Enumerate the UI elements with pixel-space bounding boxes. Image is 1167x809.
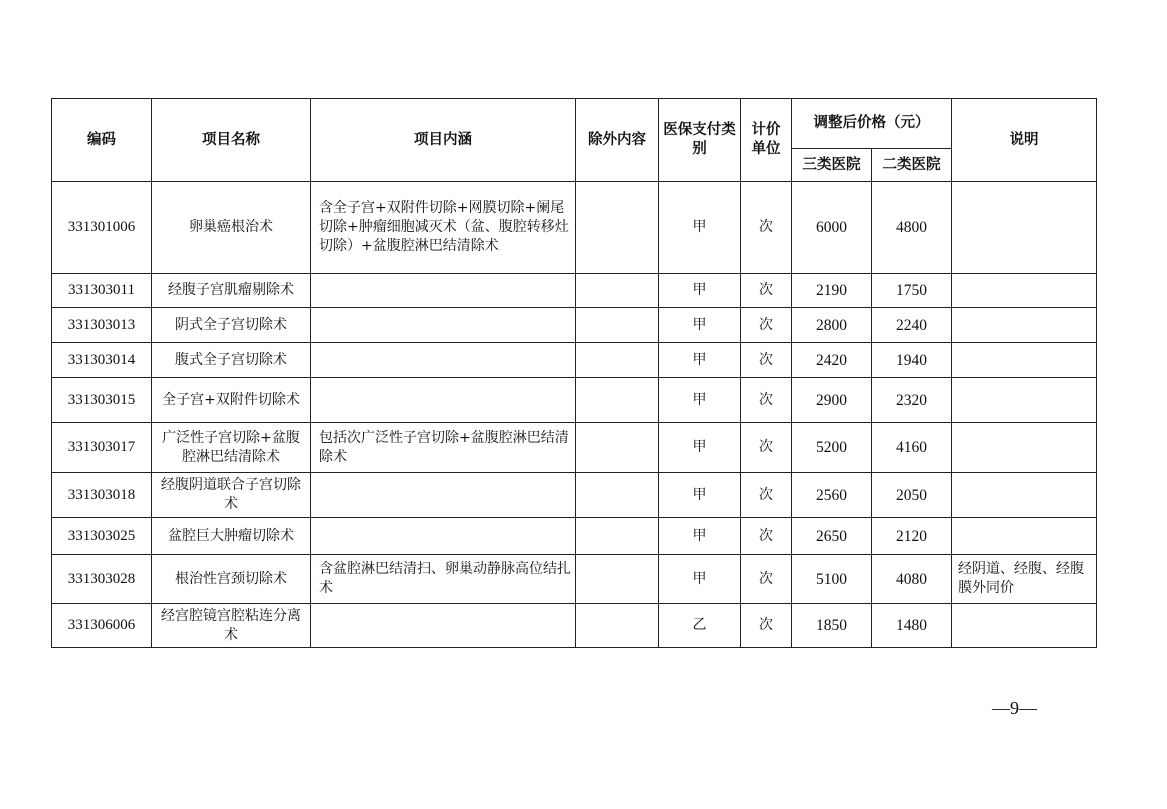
header-name: 项目名称	[152, 99, 311, 182]
table-row	[52, 518, 1097, 555]
cell-insurance: 甲	[659, 518, 741, 555]
header-unit: 计价单位	[741, 99, 792, 182]
cell-excluded	[576, 378, 659, 423]
cell-insurance: 甲	[659, 182, 741, 274]
cell-price2: 1480	[872, 604, 952, 648]
cell-insurance: 甲	[659, 274, 741, 308]
table-row	[52, 343, 1097, 378]
table-row	[52, 473, 1097, 518]
page-number: —9—	[992, 698, 1037, 718]
table-row	[52, 423, 1097, 473]
cell-note	[952, 518, 1097, 555]
cell-price2: 2240	[872, 308, 952, 343]
cell-price3: 6000	[792, 182, 872, 274]
cell-excluded	[576, 308, 659, 343]
cell-name: 盆腔巨大肿瘤切除术	[152, 518, 311, 555]
cell-name: 卵巢癌根治术	[152, 182, 311, 274]
cell-price2: 2050	[872, 473, 952, 518]
cell-unit: 次	[741, 274, 792, 308]
table-row	[52, 308, 1097, 343]
header-row	[52, 99, 1097, 149]
header-price-group: 调整后价格（元）	[792, 99, 952, 149]
cell-price3: 5200	[792, 423, 872, 473]
cell-unit: 次	[741, 473, 792, 518]
cell-price2: 4800	[872, 182, 952, 274]
cell-price2: 1750	[872, 274, 952, 308]
cell-note	[952, 423, 1097, 473]
cell-insurance: 甲	[659, 378, 741, 423]
cell-excluded	[576, 274, 659, 308]
table-row	[52, 555, 1097, 604]
cell-price2: 4160	[872, 423, 952, 473]
header-insurance: 医保支付类别	[659, 99, 741, 182]
cell-insurance: 甲	[659, 555, 741, 604]
cell-content	[311, 473, 576, 518]
cell-price2: 1940	[872, 343, 952, 378]
table-row	[52, 274, 1097, 308]
cell-price3: 2650	[792, 518, 872, 555]
cell-note	[952, 308, 1097, 343]
cell-insurance: 甲	[659, 308, 741, 343]
cell-code: 331306006	[52, 604, 152, 648]
cell-content	[311, 308, 576, 343]
cell-excluded	[576, 518, 659, 555]
cell-content	[311, 343, 576, 378]
cell-note: 经阴道、经腹、经腹膜外同价	[952, 555, 1097, 604]
cell-excluded	[576, 473, 659, 518]
cell-unit: 次	[741, 378, 792, 423]
cell-unit: 次	[741, 343, 792, 378]
cell-price2: 4080	[872, 555, 952, 604]
cell-note	[952, 274, 1097, 308]
table-row	[52, 378, 1097, 423]
cell-name: 广泛性子宫切除+盆腹腔淋巴结清除术	[152, 423, 311, 473]
cell-code: 331303015	[52, 378, 152, 423]
cell-insurance: 甲	[659, 423, 741, 473]
cell-name: 全子宫+双附件切除术	[152, 378, 311, 423]
cell-code: 331303014	[52, 343, 152, 378]
cell-insurance: 乙	[659, 604, 741, 648]
table-row	[52, 604, 1097, 648]
cell-excluded	[576, 555, 659, 604]
cell-price3: 2800	[792, 308, 872, 343]
cell-name: 经腹子宫肌瘤剔除术	[152, 274, 311, 308]
cell-excluded	[576, 182, 659, 274]
cell-price3: 2900	[792, 378, 872, 423]
cell-excluded	[576, 343, 659, 378]
cell-price2: 2320	[872, 378, 952, 423]
cell-note	[952, 182, 1097, 274]
cell-content	[311, 518, 576, 555]
cell-code: 331303025	[52, 518, 152, 555]
header-note: 说明	[952, 99, 1097, 182]
cell-name: 腹式全子宫切除术	[152, 343, 311, 378]
cell-code: 331303017	[52, 423, 152, 473]
cell-content: 含盆腔淋巴结清扫、卵巢动静脉高位结扎术	[311, 555, 576, 604]
cell-content	[311, 274, 576, 308]
cell-unit: 次	[741, 423, 792, 473]
cell-insurance: 甲	[659, 343, 741, 378]
cell-code: 331303028	[52, 555, 152, 604]
cell-code: 331301006	[52, 182, 152, 274]
cell-content: 含全子宫+双附件切除+网膜切除+阑尾切除+肿瘤细胞减灭术（盆、腹腔转移灶切除）+盆腹腔淋巴结清除术	[311, 182, 576, 274]
cell-unit: 次	[741, 182, 792, 274]
cell-note	[952, 604, 1097, 648]
cell-price2: 2120	[872, 518, 952, 555]
header-class3: 三类医院	[792, 149, 872, 182]
cell-name: 经腹阴道联合子宫切除术	[152, 473, 311, 518]
table-row	[52, 182, 1097, 274]
cell-note	[952, 473, 1097, 518]
cell-content: 包括次广泛性子宫切除+盆腹腔淋巴结清除术	[311, 423, 576, 473]
cell-unit: 次	[741, 308, 792, 343]
header-excluded: 除外内容	[576, 99, 659, 182]
cell-insurance: 甲	[659, 473, 741, 518]
cell-name: 经宫腔镜宫腔粘连分离术	[152, 604, 311, 648]
price-table	[51, 98, 1097, 648]
cell-price3: 5100	[792, 555, 872, 604]
cell-content	[311, 378, 576, 423]
cell-unit: 次	[741, 518, 792, 555]
cell-content	[311, 604, 576, 648]
cell-price3: 2420	[792, 343, 872, 378]
cell-code: 331303011	[52, 274, 152, 308]
cell-price3: 2560	[792, 473, 872, 518]
header-content: 项目内涵	[311, 99, 576, 182]
cell-name: 根治性宫颈切除术	[152, 555, 311, 604]
header-class2: 二类医院	[872, 149, 952, 182]
cell-note	[952, 343, 1097, 378]
cell-price3: 1850	[792, 604, 872, 648]
cell-name: 阴式全子宫切除术	[152, 308, 311, 343]
cell-excluded	[576, 604, 659, 648]
cell-code: 331303018	[52, 473, 152, 518]
cell-unit: 次	[741, 604, 792, 648]
cell-excluded	[576, 423, 659, 473]
cell-price3: 2190	[792, 274, 872, 308]
cell-code: 331303013	[52, 308, 152, 343]
cell-note	[952, 378, 1097, 423]
cell-unit: 次	[741, 555, 792, 604]
header-code: 编码	[52, 99, 152, 182]
